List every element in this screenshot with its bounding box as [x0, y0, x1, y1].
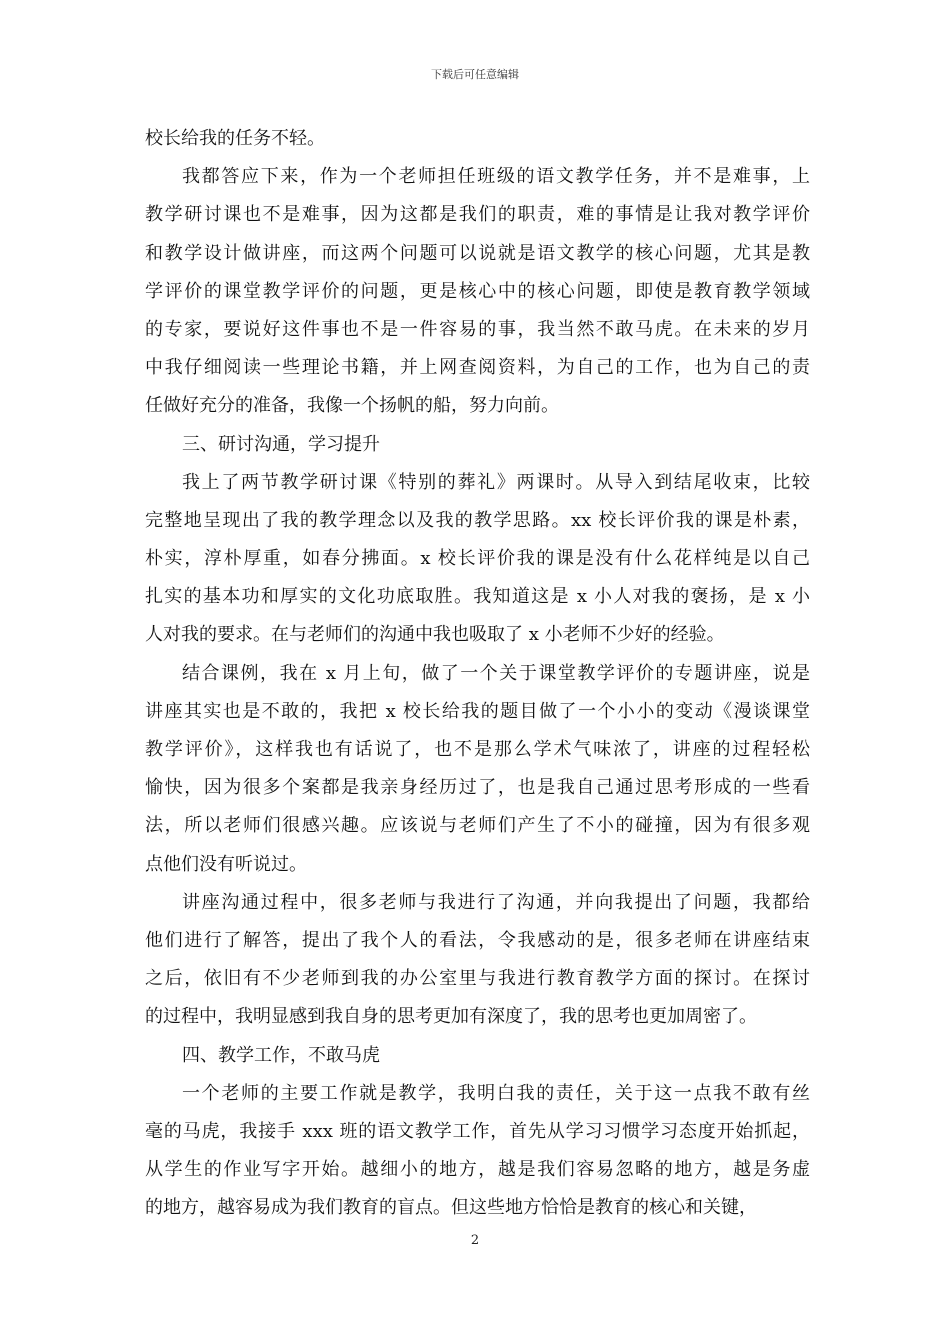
text-line: 讲座沟通过程中，很多老师与我进行了沟通，并向我提出了问题，我都给	[182, 891, 810, 913]
text-line: 三、研讨沟通，学习提升	[182, 433, 380, 455]
text-line: 我都答应下来，作为一个老师担任班级的语文教学任务，并不是难事，上	[182, 166, 810, 188]
page-header: 下载后可任意编辑	[431, 68, 519, 81]
text-line: 中我仔细阅读一些理论书籍，并上网查阅资料，为自己的工作，也为自己的责	[145, 357, 810, 379]
text-line: 和教学设计做讲座，而这两个问题可以说就是语文教学的核心问题，尤其是教	[145, 242, 810, 264]
text-line: 扎实的基本功和厚实的文化功底取胜。我知道这是 x 小人对我的褒扬，是 x 小	[145, 586, 810, 608]
text-line: 教学研讨课也不是难事，因为这都是我们的职责，难的事情是让我对教学评价	[145, 204, 810, 226]
text-line: 的专家，要说好这件事也不是一件容易的事，我当然不敢马虎。在未来的岁月	[145, 318, 810, 340]
text-line: 毫的马虎，我接手 xxx 班的语文教学工作，首先从学习习惯学习态度开始抓起，	[145, 1120, 810, 1142]
text-line: 学评价的课堂教学评价的问题，更是核心中的核心问题，即使是教育教学领域	[145, 280, 810, 302]
text-line: 的过程中，我明显感到我自身的思考更加有深度了，我的思考也更加周密了。	[145, 1006, 757, 1028]
text-line: 教学评价》，这样我也有话说了，也不是那么学术气味浓了，讲座的过程轻松	[145, 739, 810, 760]
text-line: 人对我的要求。在与老师们的沟通中我也吸取了 x 小老师不少好的经验。	[145, 624, 725, 646]
text-line: 讲座其实也是不敢的，我把 x 校长给我的题目做了一个小小的变动《漫谈课堂	[145, 700, 810, 722]
text-line: 的地方，越容易成为我们教育的盲点。但这些地方恰恰是教育的核心和关键，	[145, 1197, 757, 1219]
text-line: 法，所以老师们很感兴趣。应该说与老师们产生了不小的碰撞，因为有很多观	[145, 815, 810, 837]
page-number: 2	[470, 1233, 480, 1248]
text-line: 我上了两节教学研讨课《特别的葬礼》两课时。从导入到结尾收束，比较	[182, 471, 810, 493]
text-line: 校长给我的任务不轻。	[145, 128, 325, 149]
text-line: 任做好充分的准备，我像一个扬帆的船，努力向前。	[145, 395, 559, 417]
text-line: 结合课例，我在 x 月上旬，做了一个关于课堂教学评价的专题讲座，说是	[182, 662, 810, 684]
text-line: 他们进行了解答，提出了我个人的看法，令我感动的是，很多老师在讲座结束	[145, 929, 810, 951]
text-line: 四、教学工作，不敢马虎	[182, 1044, 380, 1066]
text-line: 愉快，因为很多个案都是我亲身经历过了，也是我自己通过思考形成的一些看	[145, 777, 810, 799]
text-line: 朴实，淳朴厚重，如春分拂面。x 校长评价我的课是没有什么花样纯是以自己	[145, 548, 810, 570]
text-line: 一个老师的主要工作就是教学，我明白我的责任，关于这一点我不敢有丝	[182, 1082, 810, 1104]
text-line: 从学生的作业写字开始。越细小的地方，越是我们容易忽略的地方，越是务虚	[145, 1159, 810, 1181]
text-line: 完整地呈现出了我的教学理念以及我的教学思路。xx 校长评价我的课是朴素，	[145, 509, 810, 531]
text-line: 之后，依旧有不少老师到我的办公室里与我进行教育教学方面的探讨。在探讨	[145, 968, 810, 990]
text-line: 点他们没有听说过。	[145, 853, 307, 875]
document-body	[145, 120, 810, 1227]
